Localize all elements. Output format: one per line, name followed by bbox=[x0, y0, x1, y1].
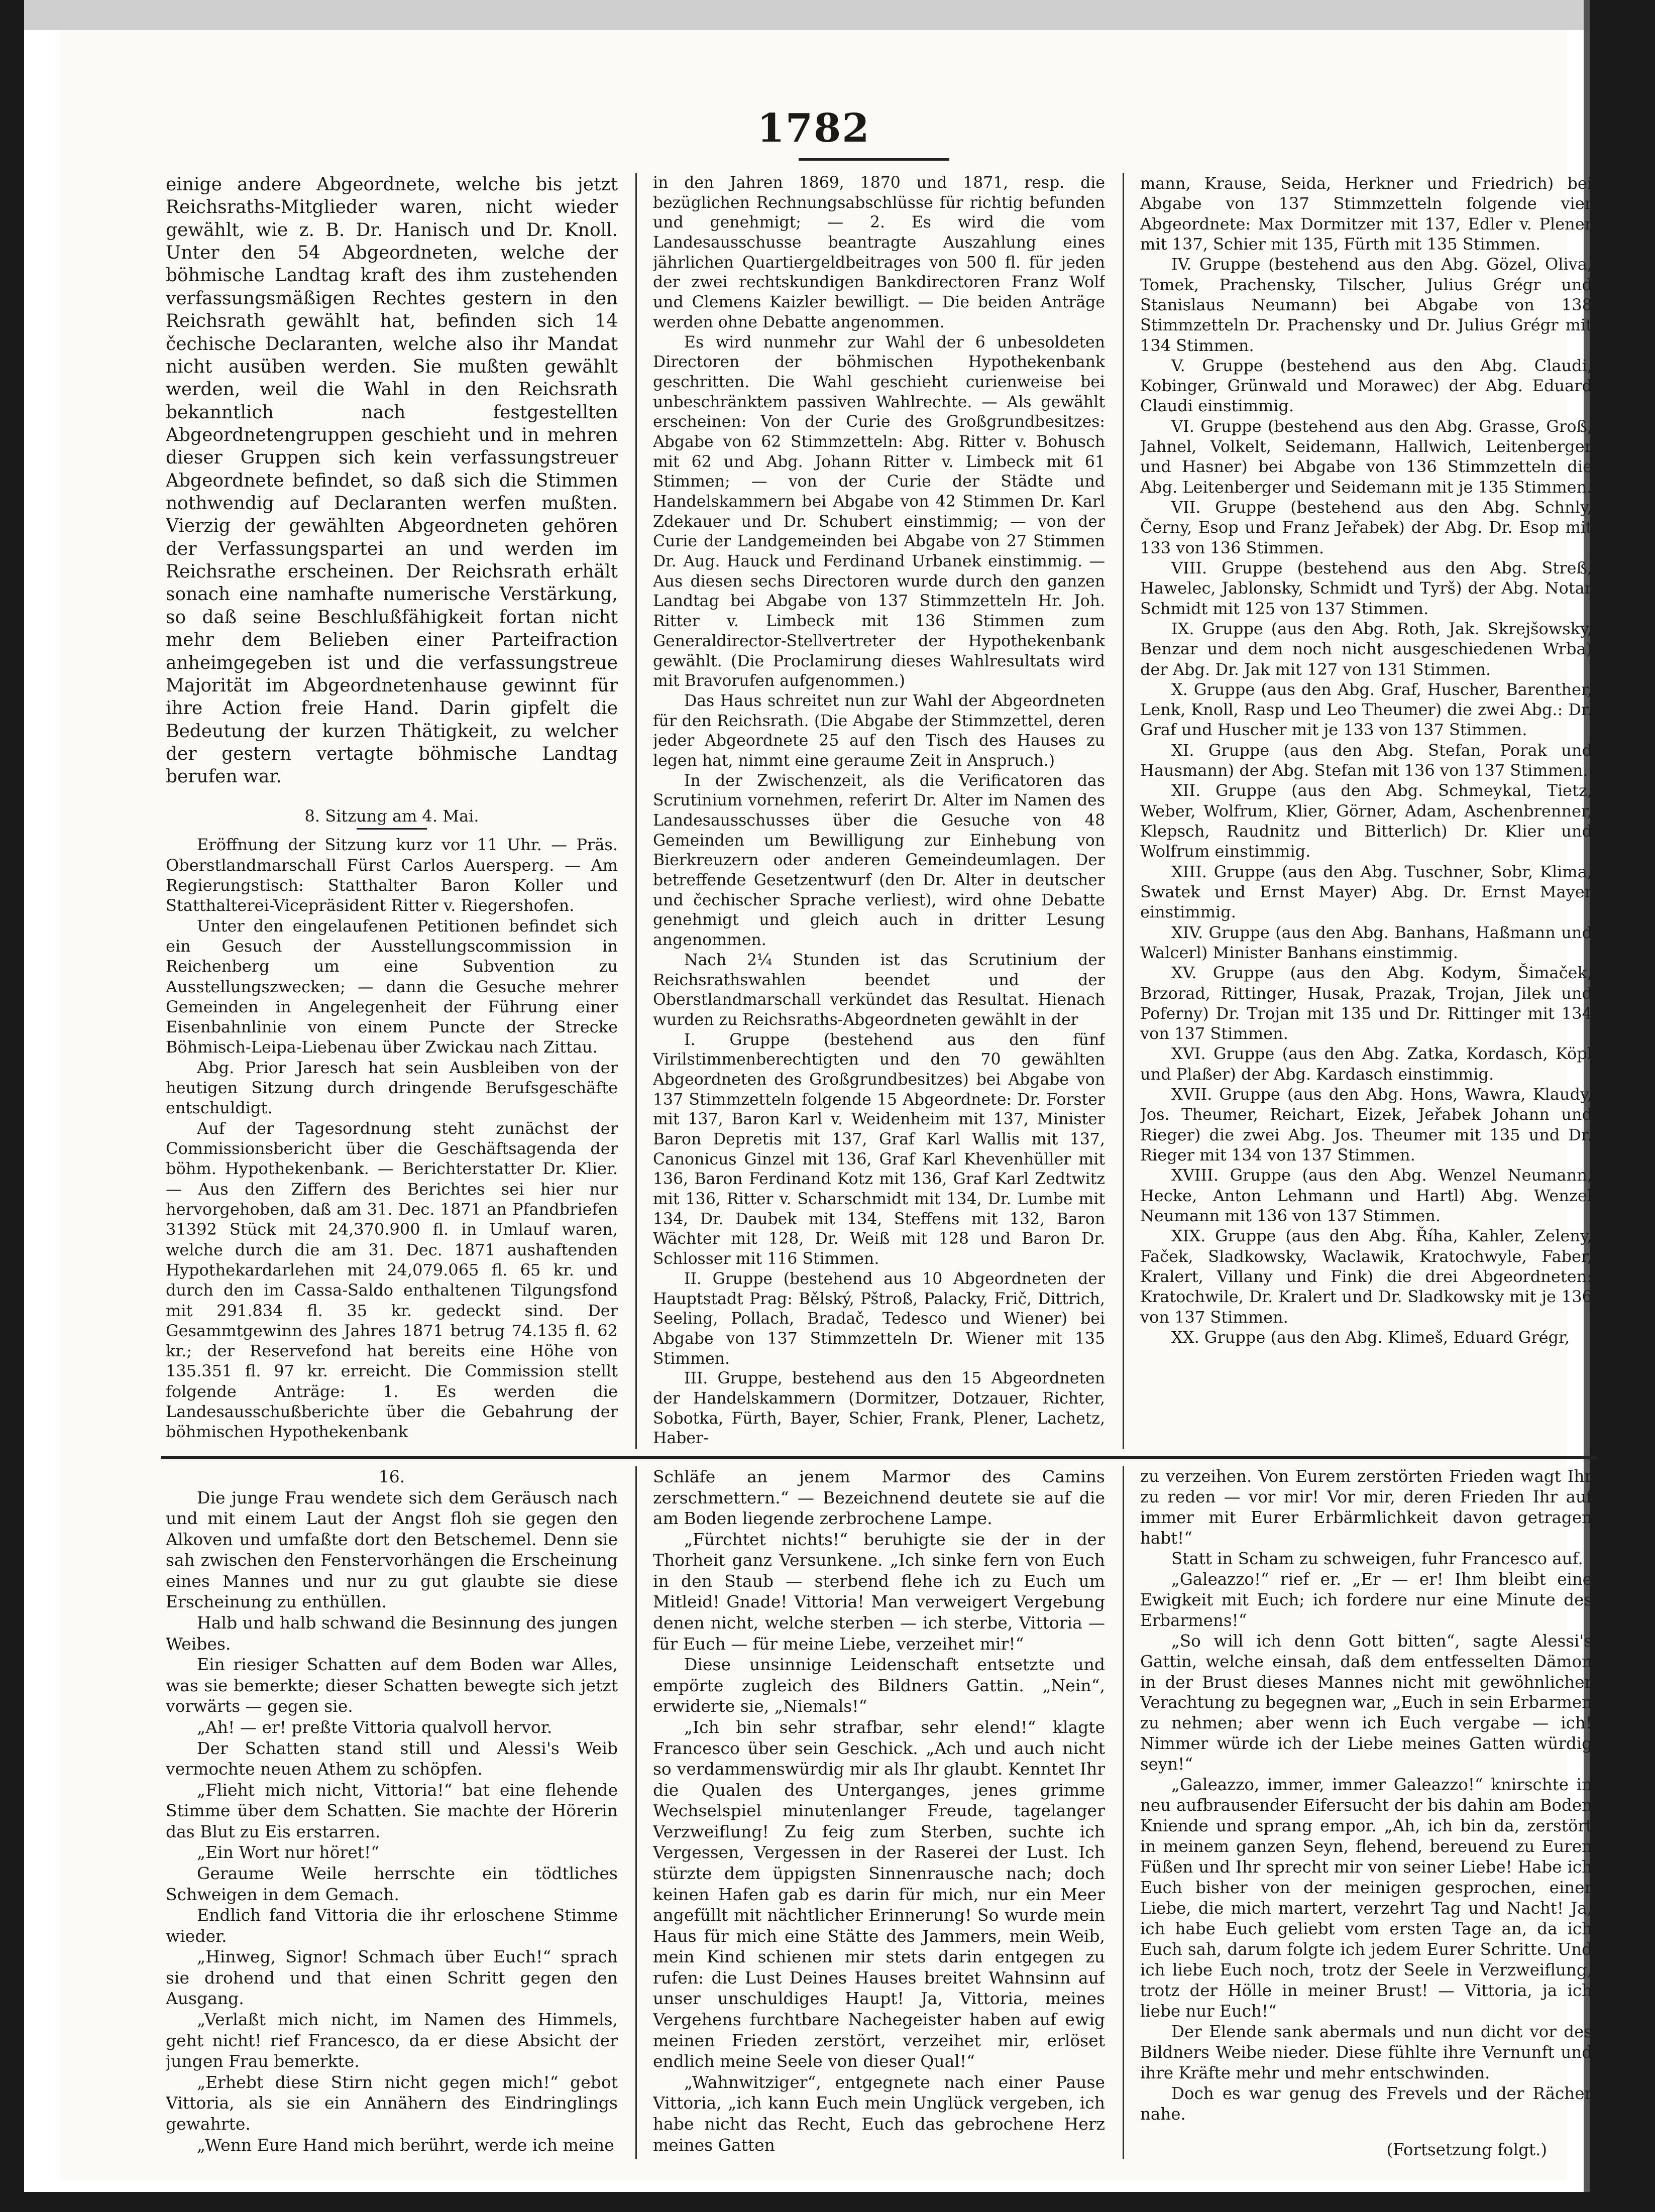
page-number: 1782 bbox=[757, 105, 870, 151]
feuilleton-column-1-text bbox=[166, 1487, 618, 2156]
paragraph: Doch es war genug des Frevels und der Rächer nahe. bbox=[1140, 2083, 1592, 2124]
paragraph: „Fürchtet nichts!“ beruhigte sie der in der Thorheit ganz Versunkene. „Ich sinke fern von Euch in den Staub — sterbend flehe ich zu Euch um Mitleid! Gnade! Vittoria! Man verweigert Vergebung denen nicht, welche sterben — ich sterbe, Vittoria — für Euch — für meine Liebe, verzeihet mir!“ bbox=[653, 1529, 1105, 1654]
scan-right-edge bbox=[1590, 0, 1655, 2212]
continuation-note: (Fortsetzung folgt.) bbox=[1386, 2140, 1547, 2159]
column-divider-lower-1 bbox=[635, 1466, 637, 2159]
paragraph: In der Zwischenzeit, als die Verificatoren das Scrutinium vornehmen, referirt Dr. Alter im Namen des Landesausschusses über die Gesuche von 48 Gemeinden um Bewilligung zur Einhebung von Bierkreuzern oder anderen Gemeindeumlagen. Der betreffende Gesetzentwurf (den Dr. Alter in deutscher und čechischer Sprache verliest), wird ohne Debatte genehmigt und gleich auch in dritter Lesung angenommen. bbox=[653, 771, 1105, 950]
paragraph: Ein riesiger Schatten auf dem Boden war Alles, was sie bemerkte; dieser Schatten bewegte sich jetzt vorwärts — gegen sie. bbox=[166, 1655, 618, 1716]
paragraph: „Ich bin sehr strafbar, sehr elend!“ klagte Francesco über sein Geschick. „Ach und auch nicht so verdammenswürdig mir als Ihr glaubt. Kenntet Ihr die Qualen des Unterganges, jenes grimme Wechselspiel minutenlanger Freude, tagelanger Verzweiflung! Zu feig zum Sterben, suchte ich Vergessen, Vergessen in der Raserei der Lust. Ich stürzte dem üppigsten Sinnenrausche nach; doch keinen Hafen gab es darin für mich, nur ein Meer angefüllt mit nächtlicher Erinnerung! So wurde mein Haus für mich eine Stätte des Jammers, mein Weib, mein Kind schienen mir stets darin entgegen zu rufen: die Lust Deines Hauses breitet Wahnsinn auf unser unschuldiges Haupt! Ja, Vittoria, meines Vergehens furchtbare Nachegeister haben auf ewig meinen Frieden zerstört, verzeihet mir, erlöset endlich meine Seele von dieser Qual!“ bbox=[653, 1717, 1105, 2071]
paragraph: XIX. Gruppe (aus den Abg. Říha, Kahler, Zeleny, Faček, Sladkowsky, Waclawik, Kratochwyle, Faber, Kralert, Villany und Fink) die drei Abgeordneten: Kratochwile, Dr. Kralert und Dr. Sladkowsky mit je 136 von 137 Stimmen. bbox=[1140, 1226, 1592, 1327]
session-heading-rule bbox=[357, 828, 427, 830]
paragraph: Das Haus schreitet nun zur Wahl der Abgeordneten für den Reichsrath. (Die Abgabe der Stimmzettel, deren jeder Abgeordnete 25 auf den Tisch des Hauses zu legen hat, nimmt eine geraume Zeit in Anspruch.) bbox=[653, 691, 1105, 770]
paragraph: Eröffnung der Sitzung kurz vor 11 Uhr. — Präs. Oberstlandmarschall Fürst Carlos Auersperg. — Am Regierungstisch: Statthalter Baron Koller und Statthalterei-Vicepräsident Ritter v. Riegershofen. bbox=[166, 835, 618, 915]
session-text bbox=[166, 835, 618, 1442]
paragraph: II. Gruppe (bestehend aus 10 Abgeordneten der Hauptstadt Prag: Bělský, Pštroß, Palacky, Frič, Dittrich, Seeling, Pollach, Bradač, Tedesco und Wiener) bei Abgabe von 137 Stimmzetteln Dr. Wiener mit 135 Stimmen. bbox=[653, 1269, 1105, 1368]
upper-column-1-text bbox=[166, 173, 618, 788]
paragraph: III. Gruppe, bestehend aus den 15 Abgeordneten der Handelskammern (Dormitzer, Dotzauer, Richter, Sobotka, Fürth, Bayer, Schier, Frank, Plener, Lachetz, Haber- bbox=[653, 1369, 1105, 1448]
paragraph: V. Gruppe (bestehend aus den Abg. Claudi, Kobinger, Grünwald und Morawec) der Abg. Eduard Claudi einstimmig. bbox=[1140, 356, 1592, 416]
paragraph: IV. Gruppe (bestehend aus den Abg. Gözel, Oliva, Tomek, Prachensky, Tilscher, Julius Grégr und Stanislaus Neumann) bei Abgabe von 138 Stimmzetteln Dr. Prachensky und Dr. Julius Grégr mit 134 Stimmen. bbox=[1140, 255, 1592, 355]
paragraph: „Galeazzo, immer, immer Galeazzo!“ knirschte in neu aufbrausender Eifersucht der bis dahin am Boden Kniende und sprang empor. „Ah, ich bin da, zerstört in meinem ganzen Seyn, flehend, bereuend zu Euren Füßen und Ihr sprecht mir von seiner Liebe! Habe ich Euch bisher von der meinigen gesprochen, einer Liebe, die mich martert, verzehrt Tag und Nacht! Ja, ich habe Euch geliebt vom ersten Tage an, da ich Euch sah, darum folgte ich jedem Eurer Schritte. Und ich liebe Euch noch, trotz der Seele in Verzweiflung, trotz der Hölle in meiner Brust! — Vittoria, ja ich liebe nur Euch!“ bbox=[1140, 1775, 1592, 2021]
paragraph: „Wahnwitziger“, entgegnete nach einer Pause Vittoria, „ich kann Euch mein Unglück vergeben, ich habe nicht das Recht, Euch das gebrochene Herz meines Gatten bbox=[653, 2072, 1105, 2155]
paragraph: Endlich fand Vittoria die ihr erloschene Stimme wieder. bbox=[166, 1905, 618, 1946]
paragraph: Unter den eingelaufenen Petitionen befindet sich ein Gesuch der Ausstellungscommission in Reichenberg um eine Subvention zu Ausstellungszwecken; — dann die Gesuche mehrer Gemeinden in Angelegenheit der Führung einer Eisenbahnlinie von einem Puncte der Strecke Böhmisch-Leipa-Liebenau über Zwickau nach Zittau. bbox=[166, 916, 618, 1057]
upper-column-2-text bbox=[653, 173, 1105, 1449]
paragraph: „Flieht mich nicht, Vittoria!“ bat eine flehende Stimme über dem Schatten. Sie machte der Hörerin das Blut zu Eis erstarren. bbox=[166, 1780, 618, 1841]
feuilleton-column-2-text bbox=[653, 1466, 1105, 2155]
paragraph: Es wird nunmehr zur Wahl der 6 unbesoldeten Directoren der böhmischen Hypothekenbank geschritten. Die Wahl geschieht curienweise bei unbeschränktem passiven Wahlrechte. — Als gewählt erscheinen: Von der Curie des Großgrundbesitzes: Abgabe von 62 Stimmzetteln: Abg. Ritter v. Bohusch mit 62 und Abg. Johann Ritter v. Limbeck mit 61 Stimmen; — von der Curie der Städte und Handelskammern bei Abgabe von 42 Stimmen Dr. Karl Zdekauer und Dr. Schubert einstimmig; — von der Curie der Landgemeinden bei Abgabe von 27 Stimmen Dr. Aug. Hauck und Ferdinand Urbanek einstimmig. — Aus diesen sechs Directoren wurde durch den ganzen Landtag bei Abgabe von 137 Stimmzetteln Hr. Joh. Ritter v. Limbeck mit 136 Stimmen zum Generaldirector-Stellvertreter der Hypothekenbank gewählt. (Die Proclamirung dieses Wahlresultats wird mit Bravorufen aufgenommen.) bbox=[653, 333, 1105, 690]
column-divider-upper-1 bbox=[635, 173, 637, 1449]
paragraph: XIII. Gruppe (aus den Abg. Tuschner, Sobr, Klima, Swatek und Ernst Mayer) Abg. Dr. Ernst Mayer einstimmig. bbox=[1140, 862, 1592, 922]
paragraph: einige andere Abgeordnete, welche bis jetzt Reichsraths-Mitglieder waren, nicht wieder gewählt, wie z. B. Dr. Hanisch und Dr. Knoll. Unter den 54 Abgeordneten, welche der böhmische Landtag kraft des ihm zustehenden verfassungsmäßigen Rechtes gestern in den Reichsrath gewählt hat, befinden sich 14 čechische Declaranten, welche also ihr Mandat nicht ausüben werden. Sie mußten gewählt werden, weil die Wahl in den Reichsrath bekanntlich nach festgestellten Abgeordnetengruppen geschieht und in mehren dieser Gruppen sich kein verfassungstreuer Abgeordnete befindet, so daß sich die Stimmen nothwendig auf Declaranten werfen mußten. Vierzig der gewählten Abgeordneten gehören der Verfassungspartei an und werden im Reichsrathe erscheinen. Der Reichsrath erhält sonach eine namhafte numerische Verstärkung, so daß seine Beschlußfähigkeit fortan nicht mehr dem Belieben einer Parteifraction anheimgegeben ist und die verfassungstreue Majorität im Abgeordnetenhause gewinnt für ihre Action freie Hand. Darin gipfelt die Bedeutung der kurzen Thätigkeit, zu welcher der gestern vertagte böhmische Landtag berufen war. bbox=[166, 174, 618, 787]
paragraph: „Ah! — er! preßte Vittoria qualvoll hervor. bbox=[197, 1717, 553, 1737]
paragraph: Auf der Tagesordnung steht zunächst der Commissionsbericht über die Geschäftsagenda der böhm. Hypothekenbank. — Berichterstatter Dr. Klier. — Aus den Ziffern des Berichtes sei hier nur hervorgehoben, daß am 31. Dec. 1871 an Pfandbriefen 31392 Stück mit 24,370.900 fl. in Umlauf waren, welche durch die am 31. Dec. 1871 aushaftenden Hypothekardarlehen mit 24,079.065 fl. 65 kr. und durch den im Cassa-Saldo enthaltenen Tilgungsfond mit 291.834 fl. 35 kr. gedeckt sind. Der Gesammtgewinn des Jahres 1871 betrug 74.135 fl. 62 kr.; der Reservefond hat bereits eine Höhe von 135.351 fl. 97 kr. erreicht. Die Commission stellt folgende Anträge: 1. Es werden die Landesausschußberichte über die Gebahrung der böhmischen Hypothekenbank bbox=[166, 1118, 618, 1442]
upper-column-1-session bbox=[166, 806, 618, 1449]
newspaper-page bbox=[60, 30, 1592, 2179]
paragraph: Die junge Frau wendete sich dem Geräusch nach und mit einem Laut der Angst floh sie gegen den Alkoven und umfaßte dort den Betschemel. Denn sie sah zwischen den Fenstervorhängen die Erscheinung eines Mannes und nur zu gut glaubte sie diese Erscheinung zu enthüllen. bbox=[166, 1487, 618, 1612]
page-number-underline bbox=[799, 158, 949, 161]
scan-bottom-edge bbox=[0, 2192, 1655, 2212]
paragraph: Abg. Prior Jaresch hat sein Ausbleiben von der heutigen Sitzung durch dringende Berufsgeschäfte entschuldigt. bbox=[166, 1058, 618, 1118]
paragraph: mann, Krause, Seida, Herkner und Friedrich) bei Abgabe von 137 Stimmzetteln folgende vier Abgeordnete: Max Dormitzer mit 137, Edler v. Plener mit 137, Schier mit 135, Fürth mit 135 Stimmen. bbox=[1140, 174, 1592, 254]
paragraph: IX. Gruppe (aus den Abg. Roth, Jak. Skrejšowsky, Benzar und dem noch nicht ausgeschiedenen Wrba) der Abg. Dr. Jak mit 127 von 131 Stimmen. bbox=[1140, 619, 1592, 679]
feuilleton-column-1 bbox=[166, 1466, 618, 2159]
paragraph: „Erhebt diese Stirn nicht gegen mich!“ gebot Vittoria, als sie ein Annähern des Eindringlings gewahrte. bbox=[166, 2072, 618, 2134]
feuilleton-column-3-text bbox=[1140, 1466, 1592, 2125]
paragraph: Der Schatten stand still und Alessi's Weib vermochte neuen Athem zu schöpfen. bbox=[166, 1738, 618, 1779]
paragraph: „Hinweg, Signor! Schmach über Euch!“ sprach sie drohend und that einen Schritt gegen den Ausgang. bbox=[166, 1947, 618, 2009]
feuilleton-separator bbox=[161, 1456, 1597, 1459]
paragraph: XX. Gruppe (aus den Abg. Klimeš, Eduard Grégr, bbox=[1171, 1327, 1570, 1347]
paragraph: zu verzeihen. Von Eurem zerstörten Frieden wagt Ihr zu reden — vor mir! Vor mir, deren Frieden Ihr auf immer mit Eurer Erbärmlichkeit davon getragen habt!“ bbox=[1140, 1467, 1592, 1548]
paragraph: „Galeazzo!“ rief er. „Er — er! Ihm bleibt eine Ewigkeit mit Euch; ich fordere nur eine Minute des Erbarmens!“ bbox=[1140, 1569, 1592, 1630]
paragraph: I. Gruppe (bestehend aus den fünf Virilstimmenberechtigten und den 70 gewählten Abgeordneten des Großgrundbesitzes) bei Abgabe von 137 Stimmzetteln folgende 15 Abgeordnete: Dr. Forster mit 137, Baron Karl v. Weidenheim mit 137, Minister Baron Depretis mit 137, Graf Karl Wallis mit 137, Canonicus Ginzel mit 136, Graf Karl Khevenhüller mit 136, Baron Ferdinand Kotz mit 136, Graf Karl Zedtwitz mit 136, Ritter v. Scharschmidt mit 134, Dr. Lumbe mit 134, Dr. Daubek mit 134, Steffens mit 132, Baron Wächter mit 128, Dr. Weiß mit 128 und Baron Dr. Schlosser mit 116 Stimmen. bbox=[653, 1030, 1105, 1268]
paragraph: in den Jahren 1869, 1870 und 1871, resp. die bezüglichen Rechnungsabschlüsse für richtig befunden und genehmigt; — 2. Es wird die vom Landesausschusse beantragte Auszahlung eines jährlichen Quartiergeldbeitrages von 500 fl. für jeden der zwei rechtskundigen Bankdirectoren Franz Wolf und Clemens Kaizler bewilligt. — Die beiden Anträge werden ohne Debatte angenommen. bbox=[653, 174, 1105, 331]
upper-column-1 bbox=[166, 173, 618, 798]
paragraph: Statt in Scham zu schweigen, fuhr Francesco auf. bbox=[1171, 1549, 1583, 1568]
paragraph: Schläfe an jenem Marmor des Camins zerschmettern.“ — Bezeichnend deutete sie auf die am Boden liegende zerbrochene Lampe. bbox=[653, 1467, 1105, 1529]
paragraph: VIII. Gruppe (bestehend aus den Abg. Streß, Hawelec, Jablonsky, Schmidt und Tyrš) der Abg. Notar Schmidt mit 125 von 137 Stimmen. bbox=[1140, 558, 1592, 618]
upper-column-3-text bbox=[1140, 173, 1592, 1347]
upper-column-3 bbox=[1140, 173, 1592, 1449]
paragraph: „So will ich denn Gott bitten“, sagte Alessi's Gattin, welche einsah, daß dem entfesselten Dämon in der Brust dieses Mannes nicht mit gewöhnlicher Verachtung zu begegnen war, „Euch in sein Erbarmen zu nehmen; aber wenn ich Euch vergabe — ich! Nimmer würde ich der Liebe meines Gatten würdig seyn!“ bbox=[1140, 1631, 1592, 1774]
paragraph: XV. Gruppe (aus den Abg. Kodym, Šimaček, Brzorad, Rittinger, Husak, Prazak, Trojan, Jilek und Poferny) Dr. Trojan mit 135 und Dr. Rittinger mit 134 von 137 Stimmen. bbox=[1140, 963, 1592, 1043]
session-heading: 8. Sitzung am 4. Mai. bbox=[304, 806, 479, 826]
paragraph: XVIII. Gruppe (aus den Abg. Wenzel Neumann, Hecke, Anton Lehmann und Hartl) Abg. Wenzel Neumann mit 136 von 137 Stimmen. bbox=[1140, 1166, 1592, 1225]
column-divider-lower-2 bbox=[1123, 1466, 1124, 2159]
paragraph: Halb und halb schwand die Besinnung des jungen Weibes. bbox=[166, 1613, 618, 1654]
upper-column-2 bbox=[653, 173, 1105, 1449]
paragraph: „Verlaßt mich nicht, im Namen des Himmels, geht nicht! rief Francesco, da er diese Absicht der jungen Frau bemerkte. bbox=[166, 2010, 618, 2071]
paragraph: Geraume Weile herrschte ein tödtliches Schweigen in dem Gemach. bbox=[166, 1863, 618, 1904]
scan-top-margin bbox=[0, 0, 1655, 30]
paragraph: XVII. Gruppe (aus den Abg. Hons, Wawra, Klaudy, Jos. Theumer, Reichart, Eizek, Jeřabek Johann und Rieger) die zwei Abg. Jos. Theumer mit 135 und Dr. Rieger mit 134 von 137 Stimmen. bbox=[1140, 1085, 1592, 1165]
paragraph: XII. Gruppe (aus den Abg. Schmeykal, Tietz, Weber, Wolfrum, Klier, Görner, Adam, Aschenbrenner, Klepsch, Raudnitz und Bitterlich) Dr. Klier und Wolfrum einstimmig. bbox=[1140, 781, 1592, 861]
paragraph: VII. Gruppe (bestehend aus den Abg. Schnly, Černy, Esop und Franz Jeřabek) der Abg. Dr. Esop mit 133 von 136 Stimmen. bbox=[1140, 498, 1592, 557]
paragraph: Der Elende sank abermals und nun dicht vor des Bildners Weibe nieder. Diese fühlte ihre Vernunft und ihre Kräfte mehr und mehr entschwinden. bbox=[1140, 2022, 1592, 2082]
scan-left-edge bbox=[0, 0, 24, 2212]
paragraph: „Wenn Eure Hand mich berührt, werde ich meine bbox=[197, 2135, 614, 2155]
paragraph: XIV. Gruppe (aus den Abg. Banhans, Haßmann und Walcerl) Minister Banhans einstimmig. bbox=[1140, 922, 1592, 962]
feuilleton-chapter-number: 16. bbox=[378, 1467, 405, 1486]
paragraph: Diese unsinnige Leidenschaft entsetzte und empörte zugleich des Bildners Gattin. „Nein“, erwiderte sie, „Niemals!“ bbox=[653, 1655, 1105, 1716]
paragraph: XI. Gruppe (aus den Abg. Stefan, Porak und Hausmann) der Abg. Stefan mit 136 von 137 Stimmen. bbox=[1140, 740, 1592, 780]
paragraph: XVI. Gruppe (aus den Abg. Zatka, Kordasch, Köpl und Plaßer) der Abg. Kardasch einstimmig. bbox=[1140, 1044, 1592, 1084]
paragraph: VI. Gruppe (bestehend aus den Abg. Grasse, Groß, Jahnel, Volkelt, Seidemann, Hallwich, Leitenberger und Hasner) bei Abgabe von 136 Stimmzetteln die Abg. Leitenberger und Seidemann mit je 135 Stimmen. bbox=[1140, 416, 1592, 497]
paragraph: X. Gruppe (aus den Abg. Graf, Huscher, Barenther, Lenk, Knoll, Rasp und Leo Theumer) die zwei Abg.: Dr. Graf und Huscher mit je 133 von 137 Stimmen. bbox=[1140, 679, 1592, 740]
column-divider-upper-2 bbox=[1123, 173, 1124, 1449]
feuilleton-column-2 bbox=[653, 1466, 1105, 2159]
paragraph: Nach 2¼ Stunden ist das Scrutinium der Reichsrathswahlen beendet und der Oberstlandmarschall verkündet das Resultat. Hienach wurden zu Reichsraths-Abgeordneten gewählt in der bbox=[653, 951, 1105, 1029]
feuilleton-column-3 bbox=[1140, 1466, 1592, 2159]
paragraph: „Ein Wort nur höret!“ bbox=[197, 1842, 380, 1862]
